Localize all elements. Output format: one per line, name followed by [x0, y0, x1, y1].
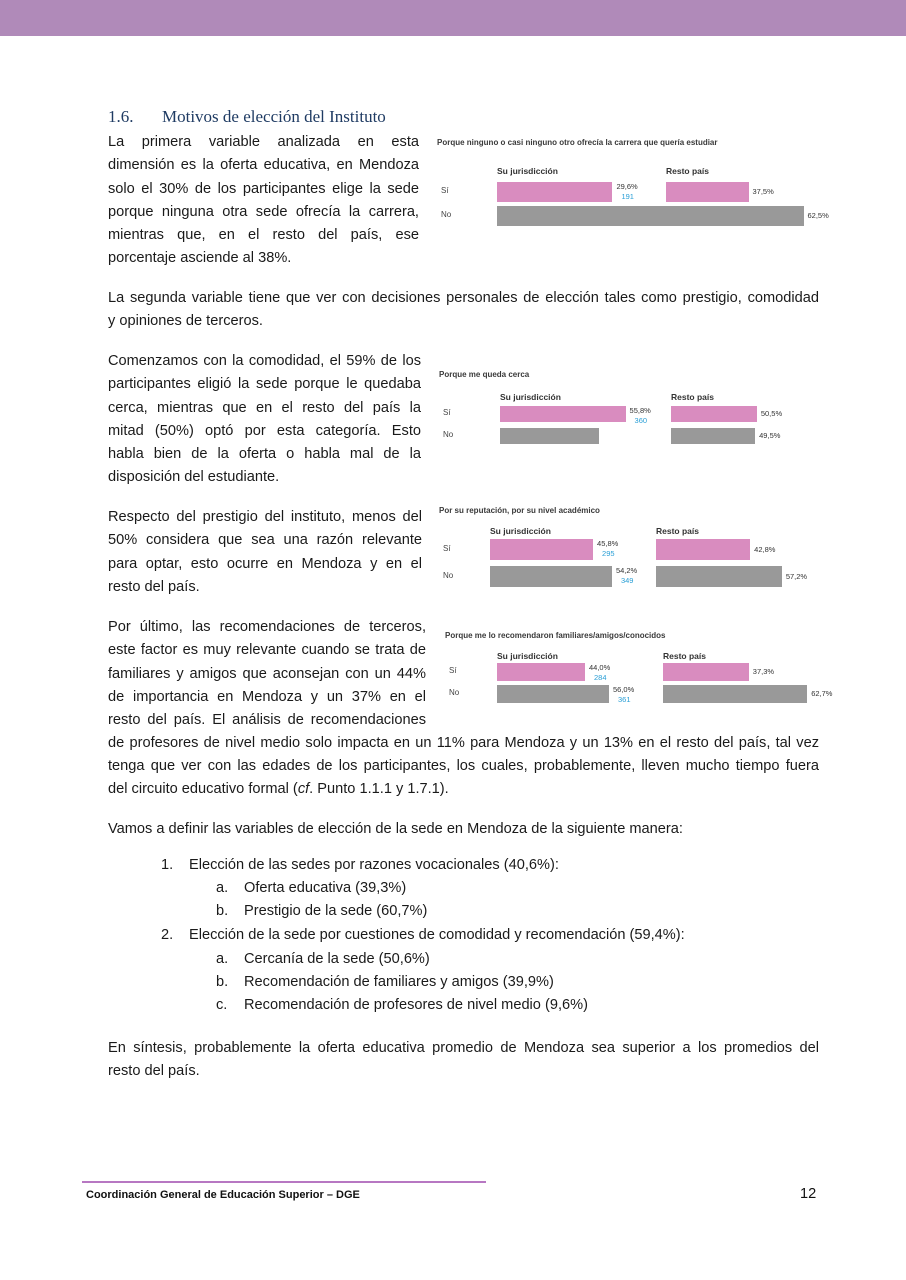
text-line: Por último, las recomendaciones de terceros, [108, 619, 426, 635]
bar-no [500, 428, 599, 444]
list-marker: 2. [161, 927, 174, 943]
category-label: No [449, 688, 460, 697]
category-label: Sí [443, 543, 451, 553]
bar-count-label: 295 [602, 549, 615, 558]
text-line: para optar, esto ocurre en Mendoza y en el [108, 555, 422, 572]
list-marker: c. [216, 997, 228, 1013]
chart-title: Porque me queda cerca [439, 370, 530, 379]
chart-cercania [439, 370, 819, 450]
bar-no [663, 685, 807, 703]
bar-value-label: 29,6% [616, 182, 638, 191]
text-line: participantes eligió la sede porque le quedaba [108, 376, 421, 393]
bar-si [497, 663, 585, 681]
list-item-1a [216, 880, 406, 896]
cf-pre: del circuito educativo formal ( [108, 781, 298, 797]
paragraph-sintesis [108, 1037, 819, 1084]
text-line: de profesores de nivel medio solo impacta en un 11% para Mendoza y un 13% en el resto del país, tal vez [108, 735, 819, 751]
paragraph-segunda-variable [108, 287, 819, 334]
section-heading [108, 107, 386, 127]
chart-reputacion [439, 506, 819, 592]
chart-title: Porque ninguno o casi ninguno otro ofrecía la carrera que quería estudiar [437, 138, 718, 147]
group-label: Resto país [666, 166, 709, 176]
paragraph-oferta [108, 131, 419, 271]
bar-value-label: 55,8% [629, 406, 651, 415]
category-label: Sí [441, 186, 449, 195]
bar-value-label: 50,5% [760, 409, 783, 418]
group-label: Resto país [656, 526, 699, 536]
bar-value-label: 54,2% [615, 566, 638, 575]
text-line: disposición del estudiante. [108, 469, 280, 486]
bar-value-label: 44,0% [589, 663, 611, 672]
category-label: Sí [449, 666, 457, 675]
bar-si [500, 406, 626, 422]
bar-no [656, 566, 782, 587]
bar-count-label: 349 [620, 576, 634, 585]
bar-no [666, 206, 804, 226]
bar-value-label: 62,5% [807, 211, 829, 220]
list-text: Elección de las sedes por razones vocacionales (40,6%): [189, 857, 559, 873]
text-line: de importancia en Mendoza y un 37% en el [108, 688, 426, 705]
text-line: resto del país. [108, 1063, 200, 1080]
bar-value-label: 45,8% [597, 539, 619, 548]
list-text: Prestigio de la sede (60,7%) [244, 903, 428, 919]
paragraph-recomendaciones-cont [108, 732, 819, 779]
list-item-2 [161, 927, 685, 943]
section-number: 1.6. [108, 107, 134, 126]
bar-no [671, 428, 755, 444]
section-title: Motivos de elección del Instituto [162, 107, 386, 126]
list-text: Recomendación de familiares y amigos (39,9%) [244, 974, 554, 990]
bar-value-label: 62,7% [811, 689, 833, 698]
bar-no [497, 685, 609, 703]
bar-count-label: 191 [621, 192, 634, 201]
bar-count-label: 360 [634, 416, 648, 425]
text-line: dimensión es la oferta educativa, en Mendoza [108, 157, 419, 174]
text-line: 50% considera que sea una razón relevante [108, 532, 422, 549]
group-label: Su jurisdicción [490, 526, 551, 536]
footer-org: Coordinación General de Educación Superior – DGE [86, 1189, 360, 1201]
chart-recomendacion [445, 631, 833, 709]
text-line: La primera variable analizada en esta [108, 134, 419, 150]
list-marker: 1. [161, 857, 174, 873]
bar-value-label: 57,2% [785, 571, 808, 581]
text-line: cerca, mientras que en el resto del país la [108, 399, 421, 416]
text-line: mitad (50%) optó por esta categoría. Esto [108, 422, 421, 439]
text-line: Respecto del prestigio del instituto, menos del [108, 509, 422, 525]
list-marker: a. [216, 880, 229, 896]
bar-si [666, 182, 749, 202]
list-item-2b [216, 974, 554, 990]
group-label: Resto país [663, 651, 706, 661]
group-label: Resto país [671, 392, 714, 402]
text-line: mientras que, en el resto del país, ese [108, 227, 419, 244]
bar-value-label: 37,5% [752, 187, 774, 196]
bar-si [656, 539, 750, 560]
group-label: Su jurisdicción [500, 392, 561, 402]
bar-si [497, 182, 612, 202]
list-marker: a. [216, 951, 229, 967]
text-line: solo el 30% de los participantes elige la sede [108, 180, 419, 197]
text-line: En síntesis, probablemente la oferta educativa promedio de Mendoza sea superior a los promedios del [108, 1040, 819, 1056]
bar-si [663, 663, 749, 681]
list-text: Elección de la sede por cuestiones de comodidad y recomendación (59,4%): [189, 927, 685, 943]
bar-value-label: 42,8% [754, 544, 776, 554]
bar-value-label: 49,5% [759, 431, 781, 440]
list-text: Cercanía de la sede (50,6%) [244, 951, 430, 967]
text-line: Comenzamos con la comodidad, el 59% de los [108, 353, 421, 369]
chart-oferta [437, 138, 829, 234]
bar-count-label: 361 [618, 695, 631, 704]
list-item-1b [216, 903, 427, 919]
cf-post: . Punto 1.1.1 y 1.7.1). [309, 781, 449, 797]
text-line: porcentaje asciende al 38%. [108, 250, 292, 267]
bar-value-label: 37,3% [752, 667, 775, 676]
paragraph-cf [108, 778, 819, 801]
chart-title: Por su reputación, por su nivel académico [439, 506, 600, 515]
bar-si [490, 539, 593, 560]
footer-rule [82, 1181, 486, 1183]
text-line: familiares y amigos que aconsejan con un 44% [108, 665, 426, 682]
list-text: Oferta educativa (39,3%) [244, 880, 407, 896]
category-label: No [443, 430, 454, 439]
category-label: No [441, 210, 452, 219]
text-line: este factor es muy relevante cuando se trata de [108, 642, 426, 659]
list-item-1 [161, 857, 559, 873]
paragraph-comodidad [108, 350, 421, 490]
page-number: 12 [800, 1186, 817, 1202]
bar-value-label: 56,0% [613, 685, 635, 694]
bar-no [490, 566, 612, 587]
list-item-2c [216, 997, 588, 1013]
text-line: y opiniones de terceros. [108, 313, 263, 330]
text-line: tenga que ver con las edades de los participantes, los cuales, probablemente, lleven mucho tiempo fuera [108, 758, 819, 775]
category-label: No [443, 570, 454, 580]
bar-count-label: 284 [594, 673, 607, 682]
paragraph-prestigio [108, 506, 422, 599]
chart-title: Porque me lo recomendaron familiares/amigos/conocidos [445, 631, 666, 640]
category-label: Sí [443, 408, 451, 417]
list-text: Recomendación de profesores de nivel medio (9,6%) [244, 997, 588, 1013]
list-marker: b. [216, 903, 229, 919]
text-line: resto del país. El análisis de recomendaciones [108, 712, 426, 729]
group-label: Su jurisdicción [497, 166, 558, 176]
bar-si [671, 406, 757, 422]
text-line: La segunda variable tiene que ver con decisiones personales de elección tales como prestigio, comodidad [108, 290, 819, 306]
list-item-2a [216, 951, 430, 967]
paragraph-definicion: Vamos a definir las variables de elección de la sede en Mendoza de la siguiente manera: [108, 821, 683, 837]
header-bar [0, 0, 906, 36]
text-line: resto del país. [108, 578, 200, 595]
text-line: habla bien de la oferta o habla mal de la [108, 446, 421, 463]
group-label: Su jurisdicción [497, 651, 558, 661]
list-marker: b. [216, 974, 229, 990]
text-line: porque ninguna otra sede ofrecía la carrera, [108, 203, 419, 220]
cf-italic: cf [297, 781, 310, 797]
paragraph-recomendaciones [108, 616, 426, 732]
